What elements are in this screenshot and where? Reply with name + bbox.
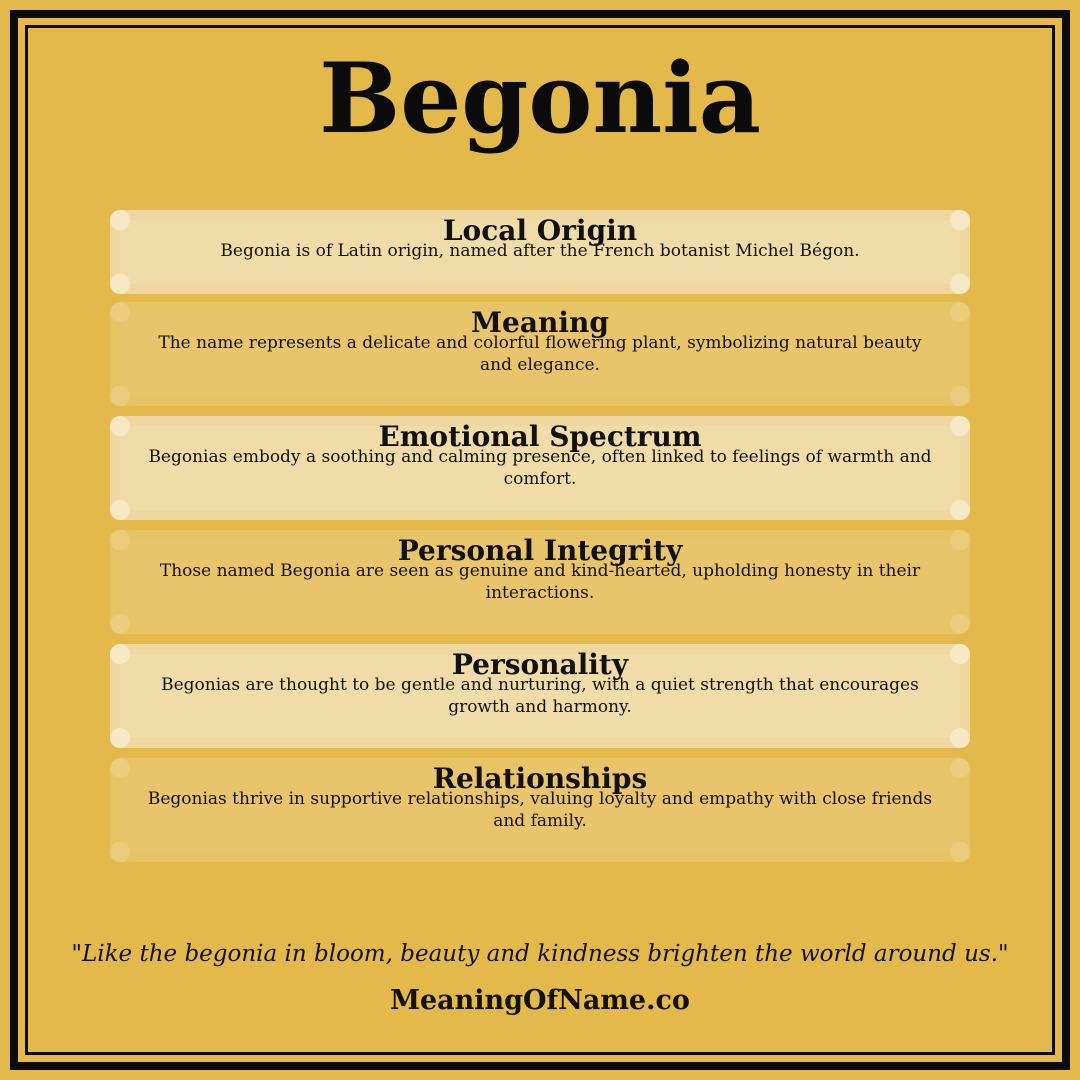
section-card-meaning xyxy=(110,302,970,406)
section-text: Begonias are thought to be gentle and nurturing, with a quiet strength that encourages growth and harmony. xyxy=(161,675,919,717)
section-card-personality xyxy=(110,644,970,748)
corner-dot-icon xyxy=(950,386,970,406)
section-card-relationships xyxy=(110,758,970,862)
section-text: Begonia is of Latin origin, named after the French botanist Michel Bégon. xyxy=(220,241,860,261)
section-heading: Local Origin xyxy=(442,214,638,247)
section-text: Begonias embody a soothing and calming presence, often linked to feelings of warmth and comfort. xyxy=(148,447,932,489)
section-heading: Personal Integrity xyxy=(397,534,683,567)
corner-dot-icon xyxy=(950,728,970,748)
corner-dot-icon xyxy=(110,500,130,520)
section-heading: Meaning xyxy=(471,306,609,339)
corner-dot-icon xyxy=(950,274,970,294)
corner-dot-icon xyxy=(110,274,130,294)
corner-dot-icon xyxy=(950,842,970,862)
section-card-emotional-spectrum xyxy=(110,416,970,520)
section-text: Begonias thrive in supportive relationships, valuing loyalty and empathy with close friends and family. xyxy=(147,789,933,831)
section-heading: Relationships xyxy=(432,762,648,795)
section-card-local-origin xyxy=(110,210,970,294)
section-card-personal-integrity xyxy=(110,530,970,634)
section-heading: Personality xyxy=(451,648,629,681)
section-text: Those named Begonia are seen as genuine and kind-hearted, upholding honesty in their interactions. xyxy=(159,561,921,603)
corner-dot-icon xyxy=(110,614,130,634)
corner-dot-icon xyxy=(950,500,970,520)
corner-dot-icon xyxy=(110,728,130,748)
page-title: Begonia xyxy=(319,42,761,155)
corner-dot-icon xyxy=(950,614,970,634)
quote: "Like the begonia in bloom, beauty and kindness brighten the world around us." xyxy=(71,941,1009,967)
corner-dot-icon xyxy=(110,842,130,862)
site-name: MeaningOfName.co xyxy=(390,985,690,1016)
section-heading: Emotional Spectrum xyxy=(378,420,702,453)
section-text: The name represents a delicate and colorful flowering plant, symbolizing natural beauty and elegance. xyxy=(158,333,922,375)
corner-dot-icon xyxy=(110,386,130,406)
